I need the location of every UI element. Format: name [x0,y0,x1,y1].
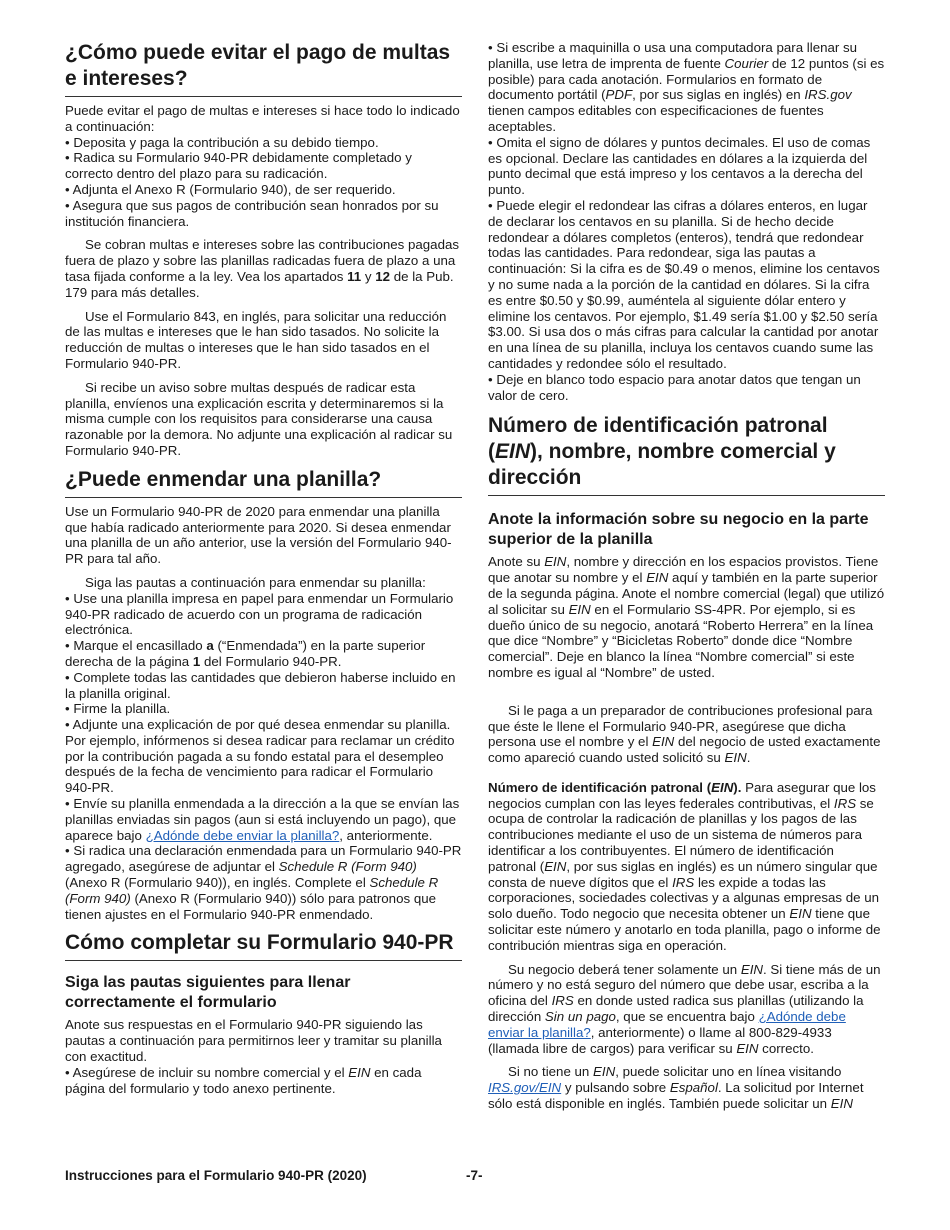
paragraph: Siga las pautas a continuación para enmendar su planilla: [85,574,426,590]
page-number: -7- [466,1168,483,1183]
subheading-business-info: Anote la información sobre su negocio en la parte superior de la planilla [488,511,869,549]
paragraph: Número de identificación patronal (EIN). Para asegurar que los negocios cumplan con las leyes federales contributivas, el IRS se ocupa de controlar la radicación de planillas y los pagos de las contribuciones mediante el uso de un sistema de números para identificar a los contribuyentes. El número de identificación patronal (EIN, por sus siglas en inglés) es un número singular que consta de nueve dígitos que el IRS les expide a todas las corporaciones, sociedades colectivas y a algunas empresas de un solo dueño. Todo negocio que necesita obtener un EIN tiene que solicitar este número y anotarlo en toda planilla, pago o informe de contribución mientras siga en operación. [488,779,881,953]
paragraph: Si recibe un aviso sobre multas después de radicar esta planilla, envíenos una explicación escrita y determinaremos si la misma cumple con los requisitos para considerarse una causa razonable por la demora. No adjunte una explicación al radicar su Formulario 940-PR. [65,379,453,458]
paragraph: Anote sus respuestas en el Formulario 940-PR siguiendo las pautas a continuación para permitirnos leer y tramitar su planilla con exactitud. [65,1017,442,1065]
heading-complete-form: Cómo completar su Formulario 940-PR [65,930,462,961]
list-item: • Asegura que sus pagos de contribución sean honrados por su institución financiera. [65,197,439,229]
paragraph: Se cobran multas e intereses sobre las contribuciones pagadas fuera de plazo y sobre las planillas radicadas fuera de plazo a una tasa fijada conforme a la ley. Vea los apartados 11 y 12 de la Pub. 179 para más detalles. [65,237,460,300]
list-item: • Omita el signo de dólares y puntos decimales. El uso de comas es opcional. Declare las cantidades en dólares a la izquierda del punto decimal que está impreso y los centavos a la derecha del punto. [488,134,871,198]
heading-ein: Número de identificación patronal (EIN), nombre, nombre comercial y dirección [488,413,885,496]
list-item: • Si radica una declaración enmendada para un Formulario 940-PR agregado, asegúrese de adjuntar el Schedule R (Form 940) (Anexo R (Formulario 940)), en inglés. Complete el Schedule R (Form 940) (Anexo R (Formulario 940)) sólo para patronos que tienen ajustes en el Formulario 940-PR enmendado. [65,843,462,922]
list-item: • Asegúrese de incluir su nombre comercial y el EIN en cada página del formulario y todo anexo pertinente. [65,1064,422,1096]
list-item: • Radica su Formulario 940-PR debidamente completado y correcto dentro del plazo para su radicación. [65,150,412,182]
paragraph: Use el Formulario 843, en inglés, para solicitar una reducción de las multas e intereses que le han sido tasados. No solicite la reducción de multas o intereses que le han sido tasados en el Formulario 940-PR. [65,308,447,371]
paragraph: Si le paga a un preparador de contribuciones profesional para que éste le llene el Formulario 940-PR, asegúrese que dicha persona use el nombre y el EIN del negocio de usted exactamente como apareció cuando usted solicitó su EIN. [488,702,881,766]
paragraph: Si no tiene un EIN, puede solicitar uno en línea visitando IRS.gov/EIN y pulsando sobre Español. La solicitud por Internet sólo está disponible en inglés. También puede solicitar un EIN [488,1064,864,1112]
heading-penalties: ¿Cómo puede evitar el pago de multas e intereses? [65,40,462,97]
list-item: • Puede elegir el redondear las cifras a dólares enteros, en lugar de declarar los centavos en su planilla. Si de hecho decide redondear a dólares completos (enteros), tendrá que redondear todas las cantidades. Para redondear, siga las pautas a continuación: Si la cifra es de $0.49 o menos, elimine los centavos y no sume nada a la porción de la cantidad en dólares. Si la cifra es entre $0.50 y $0.99, auméntela al siguiente dólar entero y elimine los centavos. Por ejemplo, $1.49 sería $1.00 y $2.50 sería $3.00. Si usa dos o más cifras para calcular la cantidad por anotar en una línea de su planilla, incluya los centavos cuando sume las cantidades y redondee sólo el resultado. [488,197,880,371]
paragraph: Anote su EIN, nombre y dirección en los espacios provistos. Tiene que anotar su nombre y el EIN aquí y también en la parte superior de la segunda página. Anote el nombre comercial (legal) que utilizó al solicitar su EIN en el Formulario SS-4PR. Por ejemplo, si es dueño único de su negocio, anotará “Roberto Herrera” en la línea que dice “Nombre” y “Bicicletas Roberto” donde dice “Nombre comercial”. Deje en blanco la línea “Nombre comercial” si este nombre es igual al “Nombre” de usted. [488,554,885,680]
where-to-send-link[interactable]: ¿Adónde debe enviar la planilla? [488,1009,846,1040]
list-item: • Adjunte una explicación de por qué desea enmendar su planilla. Por ejemplo, infórmenos si desea radicar para reclamar un crédito por la contribución pagada a su fondo estatal para el desempleo después de la fecha de vencimiento para radicar el Formulario 940-PR. [65,717,455,796]
footer-title: Instrucciones para el Formulario 940-PR (2020) [65,1168,367,1183]
heading-amend: ¿Puede enmendar una planilla? [65,467,462,498]
left-column [65,40,462,1096]
list-item: • Complete todas las cantidades que debieron haberse incluido en la planilla original. [65,669,456,701]
list-item: • Deposita y paga la contribución a su debido tiempo. [65,134,379,150]
right-column [488,40,885,1112]
where-to-send-link[interactable]: ¿Adónde debe enviar la planilla? [145,827,340,843]
irs-ein-link[interactable]: IRS.gov/EIN [488,1080,562,1096]
paragraph: Use un Formulario 940-PR de 2020 para enmendar una planilla que había radicado anteriormente para 2020. Si desea enmendar una planilla de un año anterior, use la versión del Formulario 940-PR para tal año. [65,503,452,567]
list-item: • Deje en blanco todo espacio para anotar datos que tengan un valor de cero. [488,371,861,403]
list-item: • Firme la planilla. [65,701,171,717]
list-item: • Marque el encasillado a (“Enmendada”) en la parte superior derecha de la página 1 del Formulario 940-PR. [65,638,426,669]
list-item: • Use una planilla impresa en papel para enmendar un Formulario 940-PR radicado de acuerdo con un programa de radicación electrónica. [65,590,454,638]
paragraph: Su negocio deberá tener solamente un EIN. Si tiene más de un número y no está seguro del número que debe usar, escriba a la oficina del IRS en donde usted radica sus planillas (utilizando la dirección Sin un pago, que se encuentra bajo ¿Adónde debe enviar la planilla?, anteriormente) o llame al 800-829-4933 (llamada libre de cargos) para verificar su EIN correcto. [488,961,881,1056]
subheading-guidelines: Siga las pautas siguientes para llenar correctamente el formulario [65,974,351,1012]
list-item: • Adjunta el Anexo R (Formulario 940), de ser requerido. [65,181,396,197]
list-item: • Si escribe a maquinilla o usa una computadora para llenar su planilla, use letra de imprenta de fuente Courier de 12 puntos (si es posible) para cada anotación. Formularios en formato de documento portátil (PDF, por sus siglas en inglés) en IRS.gov tienen campos editables con especificaciones de fuentes aceptables. [488,40,885,134]
paragraph: Puede evitar el pago de multas e intereses si hace todo lo indicado a continuación: [65,103,460,134]
list-item: • Envíe su planilla enmendada a la dirección a la que se envían las planillas enviadas sin pagos (aun si está incluyendo un pago), que aparece bajo ¿Adónde debe enviar la planilla?, anteriormente. [65,796,460,843]
